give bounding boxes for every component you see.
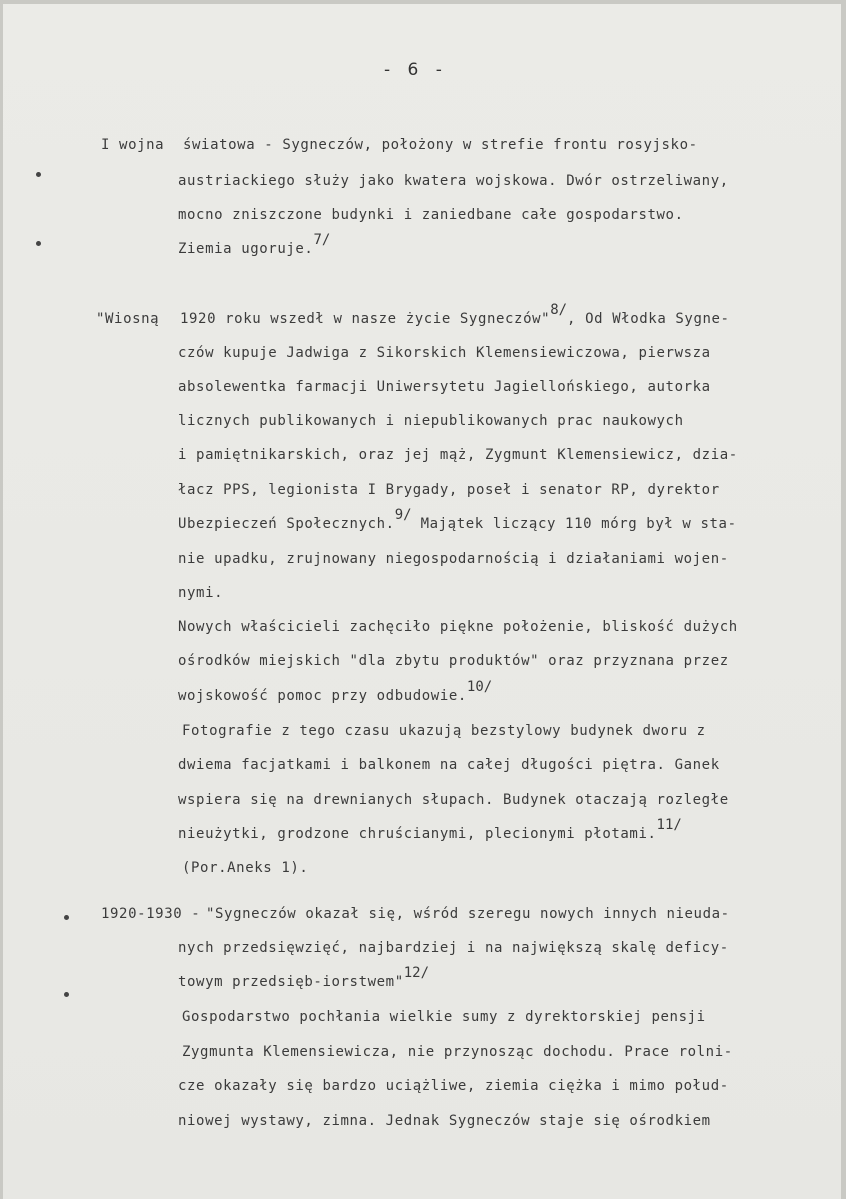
text-line: i pamiętnikarskich, oraz jej mąż, Zygmunt Klemensiewicz, dzia- [178, 447, 738, 463]
text-line: wspiera się na drewnianych słupach. Budynek otaczają rozległe [178, 792, 729, 808]
punch-mark [64, 915, 69, 920]
section-label: I wojna [101, 137, 165, 153]
text-line: licznych publikowanych i niepublikowanych prac naukowych [178, 413, 684, 429]
text-fragment: Majątek liczący 110 mórg był w sta- [411, 516, 737, 532]
text-fragment: nieużytki, grodzone chruścianymi, plecionymi płotami. [178, 826, 657, 842]
footnote-ref: 7/ [313, 232, 331, 248]
text-fragment: Ziemia ugoruje. [178, 241, 314, 257]
punch-mark [36, 241, 41, 246]
page-number: - 6 - [384, 60, 448, 80]
text-line: Zygmunta Klemensiewicza, nie przynosząc dochodu. Prace rolni- [182, 1044, 733, 1060]
text-line: Gospodarstwo pochłania wielkie sumy z dyrektorskiej pensji [182, 1009, 706, 1025]
footnote-ref: 12/ [403, 965, 430, 981]
text-line: nych przedsięwzięć, najbardziej i na największą skalę deficy- [178, 940, 729, 956]
section-label: "Wiosną [96, 311, 160, 327]
page-top-edge [0, 0, 846, 4]
text-line: (Por.Aneks 1). [182, 860, 309, 876]
section-label: 1920-1930 - [101, 906, 201, 922]
text-line: Nowych właścicieli zachęciło piękne położenie, bliskość dużych [178, 619, 738, 635]
page-right-edge [841, 0, 846, 1199]
text-line: nie upadku, zrujnowany niegospodarnością i działaniami wojen- [178, 551, 729, 567]
text-line: czów kupuje Jadwiga z Sikorskich Klemensiewiczowa, pierwsza [178, 345, 711, 361]
text-line: ośrodków miejskich "dla zbytu produktów" oraz przyznana przez [178, 653, 729, 669]
text-line: światowa - Sygneczów, położony w strefie frontu rosyjsko- [183, 137, 698, 153]
text-line [178, 965, 430, 991]
footnote-ref: 8/ [550, 302, 568, 318]
text-line: łacz PPS, legionista I Brygady, poseł i senator RP, dyrektor [178, 482, 720, 498]
text-line: absolewentka farmacji Uniwersytetu Jagiellońskiego, autorka [178, 379, 711, 395]
text-line: nymi. [178, 585, 224, 601]
text-line: Fotografie z tego czasu ukazują bezstylowy budynek dworu z [182, 723, 706, 739]
text-fragment: 1920 roku wszedł w nasze życie Sygneczów" [180, 311, 551, 327]
text-line [178, 679, 493, 705]
footnote-ref: 10/ [466, 679, 493, 695]
text-line: niowej wystawy, zimna. Jednak Sygneczów staje się ośrodkiem [178, 1113, 711, 1129]
text-fragment: towym przedsięb-iorstwem" [178, 974, 404, 990]
page-left-edge [0, 0, 3, 1199]
punch-mark [64, 992, 69, 997]
text-fragment: Ubezpieczeń Społecznych. [178, 516, 395, 532]
text-fragment: wojskowość pomoc przy odbudowie. [178, 688, 467, 704]
text-line: "Sygneczów okazał się, wśród szeregu nowych innych nieuda- [206, 906, 730, 922]
text-line [178, 507, 737, 533]
footnote-ref: 9/ [394, 507, 412, 523]
punch-mark [36, 172, 41, 177]
text-fragment: , Od Włodka Sygne- [567, 311, 730, 327]
text-line: cze okazały się bardzo uciążliwe, ziemia ciężka i mimo połud- [178, 1078, 729, 1094]
text-line [178, 232, 331, 258]
text-line: austriackiego służy jako kwatera wojskowa. Dwór ostrzeliwany, [178, 173, 729, 189]
footnote-ref: 11/ [656, 817, 682, 833]
text-line [180, 302, 730, 328]
text-line [178, 817, 682, 843]
text-line: mocno zniszczone budynki i zaniedbane całe gospodarstwo. [178, 207, 684, 223]
text-line: dwiema facjatkami i balkonem na całej długości piętra. Ganek [178, 757, 720, 773]
